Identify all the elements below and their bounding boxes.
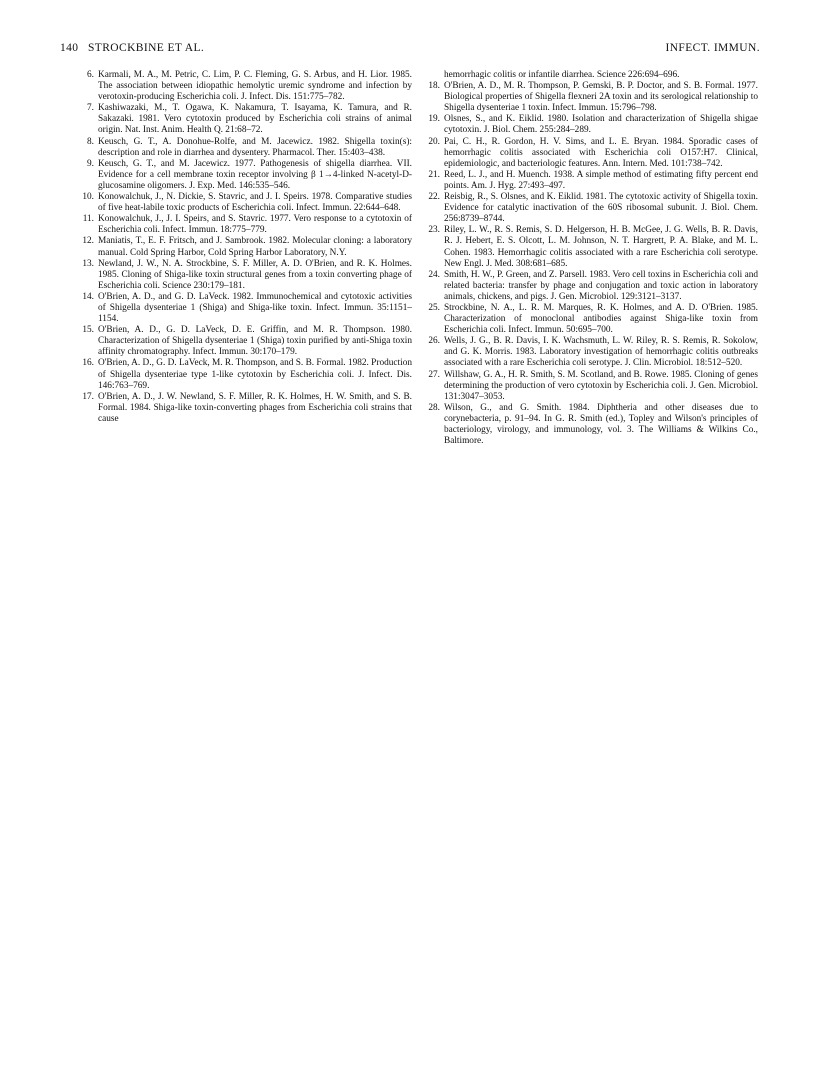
reference-text: Keusch, G. T., and M. Jacewicz. 1977. Pathogenesis of shigella diarrhea. VII. Evidence for a cell membrane toxin receptor involving β 1→4-linked N-acetyl-D-glucosamine oligomers. J. Exp. Med. 146:535–546. [98,158,412,191]
reference-number: 19. [428,114,440,125]
reference-text: hemorrhagic colitis or infantile diarrhea. Science 226:694–696. [444,70,680,80]
reference-text: O'Brien, A. D., G. D. LaVeck, D. E. Griffin, and M. R. Thompson. 1980. Characterization of Shigella dysenteriae 1 (Shiga) toxin purified by anti-Shiga toxin affinity chromatography. Infect. Immun. 30:170–179. [98,325,412,358]
reference-item [84,392,412,425]
reference-number: 22. [428,192,440,203]
reference-item [84,103,412,136]
reference-number: 23. [428,225,440,236]
reference-item [84,358,412,391]
reference-number: 8. [87,136,94,147]
reference-item [430,403,758,447]
reference-number: 20. [428,136,440,147]
reference-text: O'Brien, A. D., G. D. LaVeck, M. R. Thompson, and S. B. Formal. 1982. Production of Shigella dysenteriae type 1-like cytotoxin by Escherichia coli. J. Infect. Dis. 146:763–769. [98,358,412,391]
reference-text: Keusch, G. T., A. Donohue-Rolfe, and M. Jacewicz. 1982. Shigella toxin(s): description and role in diarrhea and dysentery. Pharmacol. Ther. 15:403–438. [98,136,412,158]
references-right-column [430,70,758,447]
reference-item [84,214,412,236]
reference-number: 27. [428,369,440,380]
reference-text: O'Brien, A. D., J. W. Newland, S. F. Miller, R. K. Holmes, H. W. Smith, and S. B. Formal. 1984. Shiga-like toxin-converting phages from Escherichia coli strains that cause [98,391,412,424]
reference-number: 14. [82,291,94,302]
reference-item [84,70,412,103]
reference-number: 10. [82,192,94,203]
reference-text: Wells, J. G., B. R. Davis, I. K. Wachsmuth, L. W. Riley, R. S. Remis, R. Sokolow, and G. K. Morris. 1983. Laboratory investigation of hemorrhagic colitis outbreaks associated with a rare Escherichia coli serotype. J. Clin. Microbiol. 18:512–520. [444,336,758,369]
reference-text: Kashiwazaki, M., T. Ogawa, K. Nakamura, T. Isayama, K. Tamura, and R. Sakazaki. 1981. Vero cytotoxin produced by Escherichia coli strains of animal origin. Nat. Inst. Anim. Health Q. 21:68–72. [98,103,412,136]
reference-item [84,159,412,192]
reference-item [430,370,758,403]
references-left-column [84,70,412,425]
running-header [60,42,760,60]
reference-text: Wilson, G., and G. Smith. 1984. Diphtheria and other diseases due to corynebacteria, p. 91–94. In G. R. Smith (ed.), Topley and Wilson's principles of bacteriology, virology, and immunology, vol. 3. The Williams & Wilkins Co., Baltimore. [444,402,758,447]
reference-number: 26. [428,336,440,347]
reference-item [84,259,412,292]
page-number: 140 [60,42,79,54]
reference-item [430,192,758,225]
journal-name: INFECT. IMMUN. [665,42,760,54]
reference-item [84,192,412,214]
reference-text: Reed, L. J., and H. Muench. 1938. A simple method of estimating fifty percent end points. Am. J. Hyg. 27:493–497. [444,169,758,191]
reference-number: 9. [87,158,94,169]
reference-item [430,336,758,369]
reference-text: Reisbig, R., S. Olsnes, and K. Eiklid. 1981. The cytotoxic activity of Shigella toxin. Evidence for catalytic inactivation of the 60S ribosomal subunit. J. Biol. Chem. 256:8739–8744. [444,192,758,225]
reference-item [430,170,758,192]
reference-number: 15. [82,325,94,336]
reference-number: 6. [87,70,94,80]
reference-text: Smith, H. W., P. Green, and Z. Parsell. 1983. Vero cell toxins in Escherichia coli and related bacteria: transfer by phage and conjugation and toxic action in laboratory animals, chickens, and pigs. J. Gen. Microbiol. 129:3121–3137. [444,269,758,302]
reference-number: 11. [82,214,94,225]
reference-number: 12. [82,236,94,247]
reference-number: 7. [87,103,94,114]
reference-item [430,225,758,269]
reference-item [430,81,758,114]
reference-item [84,292,412,325]
reference-item [430,70,758,81]
reference-item [84,236,412,258]
reference-text: Riley, L. W., R. S. Remis, S. D. Helgerson, H. B. McGee, J. G. Wells, B. R. Davis, R. J. Hebert, E. S. Olcott, L. M. Johnson, N. T. Hargrett, P. A. Blake, and M. L. Cohen. 1983. Hemorrhagic colitis associated with a rare Escherichia coli serotype. New Engl. J. Med. 308:681–685. [444,225,758,269]
reference-text: Olsnes, S., and K. Eiklid. 1980. Isolation and characterization of Shigella shigae cytotoxin. J. Biol. Chem. 255:284–289. [444,114,758,136]
reference-number: 24. [428,269,440,280]
reference-number: 21. [428,169,440,180]
reference-text: Newland, J. W., N. A. Strockbine, S. F. Miller, A. D. O'Brien, and R. K. Holmes. 1985. Cloning of Shiga-like toxin structural genes from a toxin converting phage of Escherichia coli. Science 230:179–181. [98,258,412,291]
reference-text: Strockbine, N. A., L. R. M. Marques, R. K. Holmes, and A. D. O'Brien. 1985. Characterization of monoclonal antibodies against Shiga-like toxin from Escherichia coli. Infect. Immun. 50:695–700. [444,302,758,336]
reference-text: O'Brien, A. D., and G. D. LaVeck. 1982. Immunochemical and cytotoxic activities of Shigella dysenteriae 1 (Shiga) and Shiga-like toxin. Infect. Immun. 35:1151–1154. [98,291,412,325]
reference-text: Willshaw, G. A., H. R. Smith, S. M. Scotland, and B. Rowe. 1985. Cloning of genes determining the production of vero cytotoxin by Escherichia coli. J. Gen. Microbiol. 131:3047–3053. [444,369,758,402]
reference-item [430,137,758,170]
reference-item [430,270,758,303]
reference-item [430,114,758,136]
running-authors: STROCKBINE ET AL. [88,42,205,54]
reference-item [430,303,758,336]
reference-text: Karmali, M. A., M. Petric, C. Lim, P. C. Fleming, G. S. Arbus, and H. Lior. 1985. The association between idiopathic hemolytic uremic syndrome and infection by verotoxin-producing Escherichia coli. J. Infect. Dis. 151:775–782. [98,70,412,103]
reference-number: 18. [428,81,440,92]
reference-item [84,137,412,159]
reference-text: Konowalchuk, J., J. I. Speirs, and S. Stavric. 1977. Vero response to a cytotoxin of Escherichia coli. Infect. Immun. 18:775–779. [98,214,412,236]
reference-number: 28. [428,402,440,413]
reference-text: O'Brien, A. D., M. R. Thompson, P. Gemski, B. P. Doctor, and S. B. Formal. 1977. Biological properties of Shigella flexneri 2A toxin and its serological relationship to Shigella dysenteriae 1 toxin. Infect. Immun. 15:796–798. [444,81,758,114]
reference-text: Konowalchuk, J., N. Dickie, S. Stavric, and J. I. Speirs. 1978. Comparative studies of five heat-labile toxic products of Escherichia coli. Infect. Immun. 22:644–648. [98,192,412,214]
reference-number: 16. [82,358,94,369]
reference-text: Pai, C. H., R. Gordon, H. V. Sims, and L. E. Bryan. 1984. Sporadic cases of hemorrhagic colitis associated with Escherichia coli O157:H7. Clinical, epidemiologic, and bacteriologic features. Ann. Intern. Med. 101:738–742. [444,136,758,169]
reference-number: 25. [428,302,440,313]
reference-number: 13. [82,258,94,269]
reference-item [84,325,412,358]
reference-number: 17. [82,391,94,402]
reference-text: Maniatis, T., E. F. Fritsch, and J. Sambrook. 1982. Molecular cloning: a laboratory manual. Cold Spring Harbor, Cold Spring Harbor Laboratory, N.Y. [98,236,412,258]
